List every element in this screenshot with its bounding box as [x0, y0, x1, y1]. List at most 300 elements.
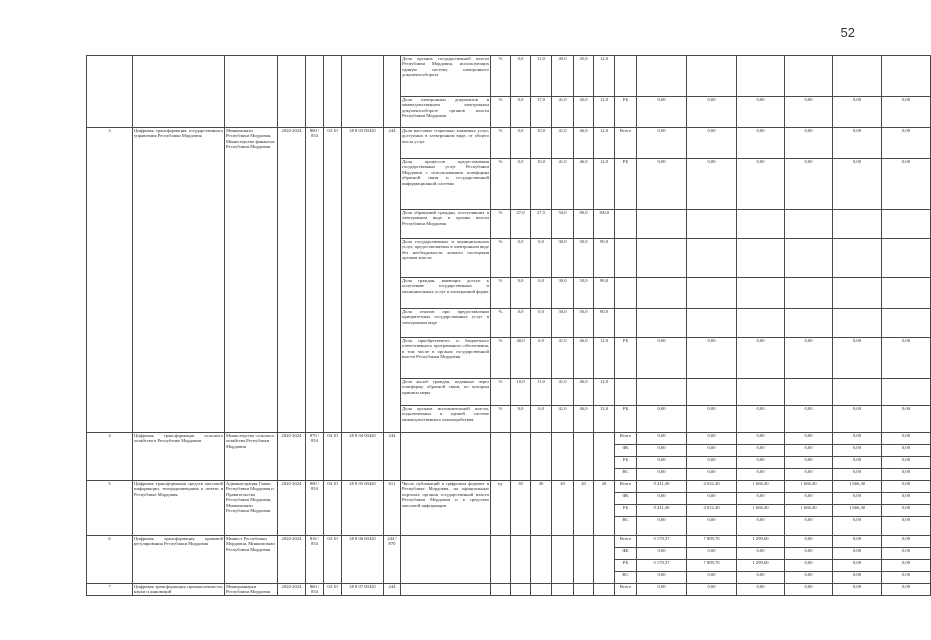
empty-cell — [324, 56, 342, 128]
funding-amount: 0,00 — [785, 338, 833, 379]
funding-amount: 0,00 — [687, 97, 737, 128]
indicator-value: 41,0 — [552, 128, 574, 159]
funding-amount — [687, 210, 737, 239]
funding-amount: 0,00 — [882, 406, 931, 433]
project-grbs: 870 / 854 — [306, 433, 324, 481]
funding-amount — [833, 210, 882, 239]
funding-amount: 0,00 — [637, 128, 687, 159]
indicator-text: Доля приобретаемого и бюджетного отечественного программного обеспечения, в том числе в органах государственной власти Республики Мордовия — [401, 338, 491, 379]
project-executor: Администрация Главы Республики Мордовия и Правительства Республики Мордовия, Минкомсвязи Республики Мордовия — [225, 481, 278, 536]
project-number: 5 — [87, 481, 133, 536]
indicator-value: 12,0 — [594, 159, 615, 210]
project-executor: Минпромнауки Республики Мордовия — [225, 584, 278, 596]
funding-amount: 0,00 — [737, 159, 785, 210]
indicator-value: 45,0 — [574, 56, 594, 97]
indicator-value: 20 — [552, 481, 574, 536]
funding-source — [615, 56, 637, 97]
funding-amount: 0,00 — [882, 433, 931, 445]
indicator-value: 41,0 — [552, 97, 574, 128]
indicator-unit: % — [491, 159, 511, 210]
funding-source: РБ — [615, 97, 637, 128]
indicator-unit: % — [491, 97, 511, 128]
funding-amount: 0,00 — [637, 584, 687, 596]
project-vr: 611 — [384, 481, 401, 536]
funding-amount — [737, 239, 785, 278]
empty-cell — [491, 584, 511, 596]
funding-amount — [785, 56, 833, 97]
indicator-text: Доля органов исполнительной власти, подключенных к единой системе межведомственного взаимодействия — [401, 406, 491, 433]
empty-cell — [133, 56, 225, 128]
funding-source: Всего — [615, 584, 637, 596]
indicator-value: 41,0 — [552, 379, 574, 406]
funding-amount: 0,00 — [882, 548, 931, 560]
indicator-text: Доля электронных документов в межведомственном электронном документообороте органов власти Республики Мордовия — [401, 97, 491, 128]
empty-cell — [552, 584, 574, 596]
funding-amount — [737, 379, 785, 406]
empty-cell — [511, 433, 531, 481]
funding-source: ВС — [615, 469, 637, 481]
funding-amount — [785, 210, 833, 239]
funding-amount: 0,00 — [785, 406, 833, 433]
funding-amount: 0,00 — [785, 128, 833, 159]
funding-amount: 0,00 — [785, 97, 833, 128]
indicator-value: 50,0 — [574, 239, 594, 278]
funding-amount: 0,00 — [785, 469, 833, 481]
funding-amount: 0,00 — [882, 584, 931, 596]
indicator-text: Доля массовых социально значимых услуг, доступных в электронном виде, от общего числа услуг — [401, 128, 491, 159]
indicator-value: 41,0 — [552, 406, 574, 433]
funding-amount — [882, 379, 931, 406]
project-period: 2020-2024 — [278, 128, 306, 433]
indicator-value: 80,0 — [574, 210, 594, 239]
indicator-value: 46,0 — [574, 159, 594, 210]
project-vr: 244 / 870 — [384, 536, 401, 584]
funding-amount: 0,00 — [833, 159, 882, 210]
funding-amount: 0,00 — [833, 572, 882, 584]
finance-row — [87, 536, 931, 548]
indicator-value: 12,0 — [594, 97, 615, 128]
project-number: 3 — [87, 128, 133, 433]
funding-amount: 0,00 — [785, 493, 833, 505]
funding-source: ФБ — [615, 548, 637, 560]
empty-cell — [401, 584, 491, 596]
project-grbs: 816 / 854 — [306, 536, 324, 584]
empty-cell — [225, 56, 278, 128]
indicator-value: 30,0 — [552, 309, 574, 338]
funding-source — [615, 239, 637, 278]
project-period: 2020-2024 — [278, 584, 306, 596]
funding-amount: 0,00 — [833, 433, 882, 445]
funding-amount: 0,00 — [785, 457, 833, 469]
indicator-unit: % — [491, 379, 511, 406]
funding-amount: 0,00 — [637, 493, 687, 505]
funding-source: РБ — [615, 159, 637, 210]
indicator-value: 10,0 — [531, 159, 552, 210]
empty-cell — [594, 433, 615, 481]
funding-amount: 0,00 — [737, 406, 785, 433]
funding-amount — [637, 239, 687, 278]
empty-cell — [511, 584, 531, 596]
funding-amount — [637, 210, 687, 239]
funding-amount — [637, 278, 687, 309]
empty-cell — [342, 56, 384, 128]
empty-cell — [306, 56, 324, 128]
funding-amount — [833, 309, 882, 338]
funding-amount: 0,00 — [833, 457, 882, 469]
indicator-unit: % — [491, 239, 511, 278]
funding-amount — [882, 278, 931, 309]
funding-amount: 0,00 — [882, 481, 931, 493]
page-number: 52 — [840, 25, 855, 40]
funding-amount: 0,00 — [637, 572, 687, 584]
indicator-text: Доля органов государственной власти Республики Мордовия, использующих единую систему электронного документооборота — [401, 56, 491, 97]
funding-amount: 0,00 — [785, 159, 833, 210]
funding-amount — [833, 239, 882, 278]
funding-amount: 0,00 — [687, 338, 737, 379]
project-grbs: 800 / 854 — [306, 481, 324, 536]
funding-amount — [882, 210, 931, 239]
funding-amount: 0,00 — [785, 536, 833, 548]
empty-cell — [491, 536, 511, 584]
project-vr: 244 — [384, 584, 401, 596]
funding-amount: 0,00 — [637, 469, 687, 481]
funding-source: РБ — [615, 338, 637, 379]
project-section: 04 10 — [324, 584, 342, 596]
project-csr: 28 8 04 00420 — [342, 433, 384, 481]
funding-amount: 0,00 — [882, 469, 931, 481]
funding-amount: 0,00 — [637, 445, 687, 457]
funding-amount: 0,00 — [737, 97, 785, 128]
indicator-row — [87, 56, 931, 97]
funding-amount: 4 012,30 — [687, 505, 737, 517]
indicator-text: Доля процессов предоставления государственных услуг Республики Мордовия с использованием платформы обратной связи и государственной информационной системы — [401, 159, 491, 210]
indicator-value: 0,0 — [511, 128, 531, 159]
funding-amount: 0,00 — [833, 560, 882, 572]
funding-amount: 0,00 — [737, 493, 785, 505]
indicator-value: 30,0 — [552, 278, 574, 309]
funding-amount: 0,00 — [882, 159, 931, 210]
funding-source: ВС — [615, 572, 637, 584]
indicator-text: Доля обращений граждан, поступивших в электронном виде в органы власти Республики Мордовия — [401, 210, 491, 239]
funding-amount: 0,00 — [687, 517, 737, 536]
funding-amount — [687, 379, 737, 406]
funding-amount — [882, 239, 931, 278]
project-section: 04 10 — [324, 536, 342, 584]
funding-amount: 1 666,40 — [737, 505, 785, 517]
empty-cell — [594, 536, 615, 584]
indicator-value: 30 — [531, 481, 552, 536]
funding-amount: 0,00 — [737, 517, 785, 536]
funding-amount: 0,00 — [687, 548, 737, 560]
funding-amount — [785, 309, 833, 338]
indicator-unit: % — [491, 128, 511, 159]
indicator-value: 0,0 — [531, 239, 552, 278]
funding-amount: 0,00 — [882, 572, 931, 584]
funding-amount: 0,00 — [737, 433, 785, 445]
indicator-value: 12,0 — [594, 56, 615, 97]
funding-amount — [833, 56, 882, 97]
project-name: Цифровая трансформация сельского хозяйства в Республике Мордовия — [133, 433, 225, 481]
funding-amount — [833, 278, 882, 309]
empty-cell — [594, 584, 615, 596]
funding-amount — [737, 56, 785, 97]
indicator-value: 40,0 — [511, 338, 531, 379]
empty-cell — [531, 536, 552, 584]
funding-amount — [687, 309, 737, 338]
funding-source: РБ — [615, 505, 637, 517]
project-period: 2020-2024 — [278, 536, 306, 584]
indicator-unit: % — [491, 278, 511, 309]
project-csr: 28 8 05 00420 — [342, 481, 384, 536]
indicator-value: 0,0 — [511, 56, 531, 97]
funding-amount: 0,00 — [637, 406, 687, 433]
funding-amount: 0,00 — [687, 159, 737, 210]
funding-amount — [637, 56, 687, 97]
finance-row — [87, 481, 931, 493]
project-grbs: 860 / 854 — [306, 584, 324, 596]
project-section: 04 10 — [324, 128, 342, 433]
project-csr: 28 8 03 00420 — [342, 128, 384, 433]
empty-cell — [531, 433, 552, 481]
project-number: 7 — [87, 584, 133, 596]
indicator-unit: % — [491, 406, 511, 433]
funding-amount: 0,00 — [637, 548, 687, 560]
funding-amount: 0,00 — [687, 572, 737, 584]
indicator-text: Доля государственных и муниципальных услуг, предоставляемых в электронном виде без необходимости личного посещения органов власти — [401, 239, 491, 278]
project-name: Цифровая трансформация правовой регулирования Республики Мордовия — [133, 536, 225, 584]
funding-amount: 0,00 — [737, 128, 785, 159]
funding-source: ФБ — [615, 445, 637, 457]
funding-amount: 5 179,37 — [637, 560, 687, 572]
indicator-value: 11,0 — [531, 379, 552, 406]
funding-amount: 1 666,40 — [785, 505, 833, 517]
empty-cell — [552, 536, 574, 584]
indicator-value: 0,0 — [511, 309, 531, 338]
indicator-value: 12,0 — [594, 338, 615, 379]
funding-source: Всего — [615, 128, 637, 159]
funding-amount: 0,00 — [687, 433, 737, 445]
indicator-unit: % — [491, 338, 511, 379]
funding-amount: 1 299,60 — [737, 536, 785, 548]
funding-amount: 0,00 — [833, 493, 882, 505]
indicator-text: Доля жалоб граждан, поданных через платформу обратной связи, по которым приняты меры — [401, 379, 491, 406]
funding-amount: 0,00 — [882, 97, 931, 128]
project-section: 04 10 — [324, 481, 342, 536]
finance-row — [87, 433, 931, 445]
indicator-value: 100,0 — [594, 210, 615, 239]
indicator-value: 0,0 — [511, 239, 531, 278]
funding-amount: 0,00 — [785, 584, 833, 596]
funding-amount: 0,00 — [737, 548, 785, 560]
empty-cell — [574, 536, 594, 584]
funding-amount — [737, 210, 785, 239]
empty-cell — [401, 536, 491, 584]
indicator-value: 46,0 — [574, 338, 594, 379]
indicator-value: 0,0 — [531, 406, 552, 433]
funding-amount: 7 809,70 — [687, 560, 737, 572]
program-table — [86, 55, 931, 596]
funding-amount — [785, 239, 833, 278]
indicator-value: 11,0 — [531, 56, 552, 97]
project-executor: Минкомсвязи Республики Мордовия, Министерство финансов Республики Мордовия — [225, 128, 278, 433]
funding-amount: 0,00 — [833, 445, 882, 457]
funding-amount — [833, 379, 882, 406]
funding-source: ФБ — [615, 493, 637, 505]
indicator-value: 46,0 — [574, 128, 594, 159]
funding-amount: 1 666,40 — [737, 481, 785, 493]
funding-source: Всего — [615, 433, 637, 445]
project-period: 2020-2024 — [278, 433, 306, 481]
funding-amount: 1 666,40 — [833, 505, 882, 517]
indicator-text: Доля отказов при предоставлении приоритетных государственных услуг в электронном виде — [401, 309, 491, 338]
indicator-value: 12,0 — [594, 406, 615, 433]
indicator-value: 0,0 — [511, 406, 531, 433]
funding-amount: 0,00 — [637, 517, 687, 536]
project-number: 6 — [87, 536, 133, 584]
funding-amount: 0,00 — [687, 406, 737, 433]
funding-amount — [687, 56, 737, 97]
project-name: Цифровая трансформация государственного управления Республики Мордовия — [133, 128, 225, 433]
funding-source — [615, 278, 637, 309]
empty-cell — [531, 584, 552, 596]
project-name: Цифровая трансформация средств массовой информации, телерадиовещания и печати в Республике Мордовия — [133, 481, 225, 536]
indicator-value: 30 — [511, 481, 531, 536]
funding-source: РБ — [615, 406, 637, 433]
funding-amount: 0,00 — [833, 536, 882, 548]
indicator-row — [87, 128, 931, 159]
funding-amount: 0,00 — [737, 572, 785, 584]
funding-amount: 0,00 — [687, 469, 737, 481]
funding-amount: 1 666,40 — [785, 481, 833, 493]
funding-amount: 0,00 — [882, 560, 931, 572]
indicator-unit: % — [491, 309, 511, 338]
funding-amount — [687, 278, 737, 309]
funding-amount: 0,00 — [882, 517, 931, 536]
indicator-text: Число публикаций в цифровом формате в Республике Мордовия, на официальных порталах органов государственной власти Республики Мордовия и в средствах массовой информации — [401, 481, 491, 536]
project-grbs: 800 / 854 — [306, 128, 324, 433]
funding-amount: 1 666,40 — [833, 481, 882, 493]
indicator-value: 12,0 — [594, 379, 615, 406]
funding-amount: 9 411,30 — [637, 505, 687, 517]
funding-amount: 0,00 — [882, 457, 931, 469]
funding-source: Всего — [615, 481, 637, 493]
empty-cell — [278, 56, 306, 128]
empty-cell — [574, 433, 594, 481]
project-section: 04 10 — [324, 433, 342, 481]
empty-cell — [384, 56, 401, 128]
indicator-value: 0,0 — [531, 309, 552, 338]
indicator-value: 40,0 — [552, 56, 574, 97]
funding-amount — [785, 278, 833, 309]
indicator-value: 90,0 — [594, 309, 615, 338]
project-executor: Минюст Республики Мордовия, Минкомсвязи Республики Мордовия — [225, 536, 278, 584]
indicator-value: 46,0 — [574, 379, 594, 406]
project-executor: Министерство сельского хозяйства Республики Мордовия — [225, 433, 278, 481]
funding-amount: 0,00 — [637, 338, 687, 379]
funding-amount: 0,00 — [737, 445, 785, 457]
project-number: 4 — [87, 433, 133, 481]
funding-amount — [637, 309, 687, 338]
funding-amount: 0,00 — [785, 560, 833, 572]
funding-amount: 0,00 — [737, 584, 785, 596]
indicator-value: 90,0 — [594, 278, 615, 309]
funding-amount: 0,00 — [687, 584, 737, 596]
funding-amount: 0,00 — [833, 97, 882, 128]
funding-amount: 0,00 — [882, 338, 931, 379]
indicator-value: 50,0 — [552, 210, 574, 239]
empty-cell — [87, 56, 133, 128]
funding-amount — [737, 278, 785, 309]
indicator-unit: % — [491, 210, 511, 239]
indicator-value: 0,0 — [531, 278, 552, 309]
funding-amount — [637, 379, 687, 406]
funding-amount: 0,00 — [833, 128, 882, 159]
funding-amount — [687, 239, 737, 278]
funding-amount: 0,00 — [785, 548, 833, 560]
indicator-value: 45,0 — [574, 97, 594, 128]
empty-cell — [511, 536, 531, 584]
indicator-value: 0,0 — [531, 338, 552, 379]
indicator-value: 30,0 — [552, 239, 574, 278]
indicator-value: 12,0 — [594, 128, 615, 159]
finance-row — [87, 584, 931, 596]
indicator-value: 0,0 — [511, 159, 531, 210]
funding-amount: 0,00 — [637, 97, 687, 128]
funding-amount — [737, 309, 785, 338]
indicator-text: Доля граждан, имеющих доступ к получению государственных и муниципальных услуг в электронной форме — [401, 278, 491, 309]
indicator-value: 0,0 — [511, 97, 531, 128]
indicator-value: 0,0 — [511, 278, 531, 309]
empty-cell — [401, 433, 491, 481]
funding-source: ВС — [615, 517, 637, 536]
funding-amount: 0,00 — [882, 536, 931, 548]
funding-amount: 7 809,70 — [687, 536, 737, 548]
indicator-value: 27,5 — [531, 210, 552, 239]
funding-amount: 0,00 — [833, 469, 882, 481]
empty-cell — [491, 433, 511, 481]
funding-amount: 0,00 — [882, 128, 931, 159]
funding-amount: 4 032,30 — [687, 481, 737, 493]
indicator-value: 46,0 — [574, 406, 594, 433]
project-csr: 28 8 06 00420 — [342, 536, 384, 584]
funding-amount: 0,00 — [737, 457, 785, 469]
indicator-value: 10,0 — [511, 379, 531, 406]
funding-source — [615, 379, 637, 406]
project-vr: 244 — [384, 433, 401, 481]
indicator-value: 27,0 — [511, 210, 531, 239]
indicator-value: 41,0 — [552, 159, 574, 210]
funding-amount: 0,00 — [833, 517, 882, 536]
funding-source — [615, 210, 637, 239]
funding-amount: 0,00 — [637, 457, 687, 469]
funding-source: Всего — [615, 536, 637, 548]
indicator-unit: ед. — [491, 481, 511, 536]
funding-source — [615, 309, 637, 338]
funding-amount: 0,00 — [833, 548, 882, 560]
funding-source: РБ — [615, 560, 637, 572]
indicator-unit: % — [491, 56, 511, 97]
funding-amount — [882, 309, 931, 338]
funding-amount — [882, 56, 931, 97]
indicator-value: 41,0 — [552, 338, 574, 379]
funding-amount: 0,00 — [882, 505, 931, 517]
funding-amount: 0,00 — [833, 406, 882, 433]
empty-cell — [552, 433, 574, 481]
indicator-value: 90,0 — [594, 239, 615, 278]
funding-amount: 0,00 — [833, 584, 882, 596]
funding-amount: 1 299,60 — [737, 560, 785, 572]
project-csr: 28 8 07 00420 — [342, 584, 384, 596]
